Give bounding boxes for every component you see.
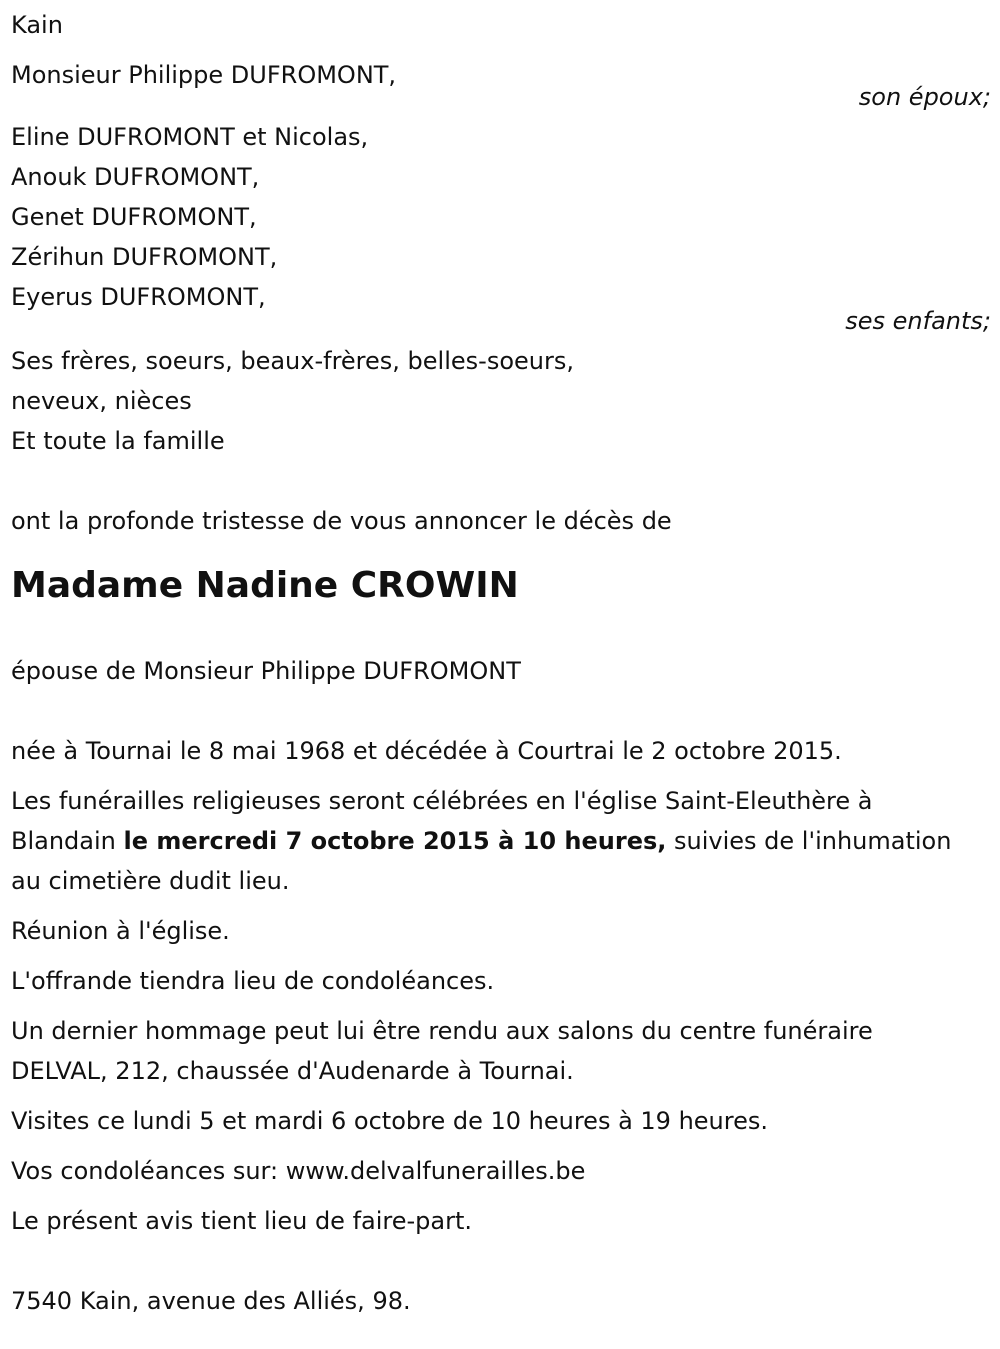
family-line: Ses frères, soeurs, beaux-frères, belles-soeurs, bbox=[11, 347, 574, 375]
child-name: Eyerus DUFROMONT, bbox=[11, 283, 266, 311]
spouse-role: son époux; bbox=[858, 83, 991, 111]
funeral-paragraph bbox=[11, 781, 991, 901]
birth-death-text: née à Tournai le 8 mai 1968 et décédée à Courtrai le 2 octobre 2015. bbox=[11, 737, 842, 765]
deceased-name: Madame Nadine CROWIN bbox=[11, 565, 519, 606]
funeral-date: le mercredi 7 octobre 2015 à 10 heures, bbox=[123, 827, 667, 855]
obituary-notice bbox=[11, 5, 991, 1321]
spouse-name: Monsieur Philippe DUFROMONT, bbox=[11, 61, 397, 89]
funeral-line bbox=[11, 821, 991, 861]
child-name: Genet DUFROMONT, bbox=[11, 203, 257, 231]
address-text: 7540 Kain, avenue des Alliés, 98. bbox=[11, 1287, 411, 1315]
notice-text: Le présent avis tient lieu de faire-part. bbox=[11, 1207, 473, 1235]
family-line: Et toute la famille bbox=[11, 427, 225, 455]
child-name: Zérihun DUFROMONT, bbox=[11, 243, 278, 271]
funeral-followup: suivies de l'inhumation bbox=[666, 827, 952, 855]
funeral-place: Blandain bbox=[11, 827, 124, 855]
tribute-paragraph bbox=[11, 1011, 991, 1091]
condolences-text: Vos condoléances sur: www.delvalfunerailles.be bbox=[11, 1157, 586, 1185]
child-name: Eline DUFROMONT et Nicolas, bbox=[11, 123, 369, 151]
tribute-line: DELVAL, 212, chaussée d'Audenarde à Tournai. bbox=[11, 1057, 574, 1085]
family-list bbox=[11, 341, 991, 461]
visits-text: Visites ce lundi 5 et mardi 6 octobre de 10 heures à 19 heures. bbox=[11, 1107, 769, 1135]
children-list bbox=[11, 117, 991, 317]
children-role: ses enfants; bbox=[845, 307, 991, 335]
offering-text: L'offrande tiendra lieu de condoléances. bbox=[11, 967, 495, 995]
spouse-of-text: épouse de Monsieur Philippe DUFROMONT bbox=[11, 657, 521, 685]
funeral-line: Les funérailles religieuses seront célébrées en l'église Saint-Eleuthère à bbox=[11, 787, 873, 815]
family-line: neveux, nièces bbox=[11, 387, 192, 415]
child-name: Anouk DUFROMONT, bbox=[11, 163, 260, 191]
tribute-line: Un dernier hommage peut lui être rendu aux salons du centre funéraire bbox=[11, 1017, 873, 1045]
funeral-line: au cimetière dudit lieu. bbox=[11, 867, 290, 895]
location-header: Kain bbox=[11, 11, 63, 39]
announcement-text: ont la profonde tristesse de vous annoncer le décès de bbox=[11, 507, 672, 535]
reunion-text: Réunion à l'église. bbox=[11, 917, 230, 945]
